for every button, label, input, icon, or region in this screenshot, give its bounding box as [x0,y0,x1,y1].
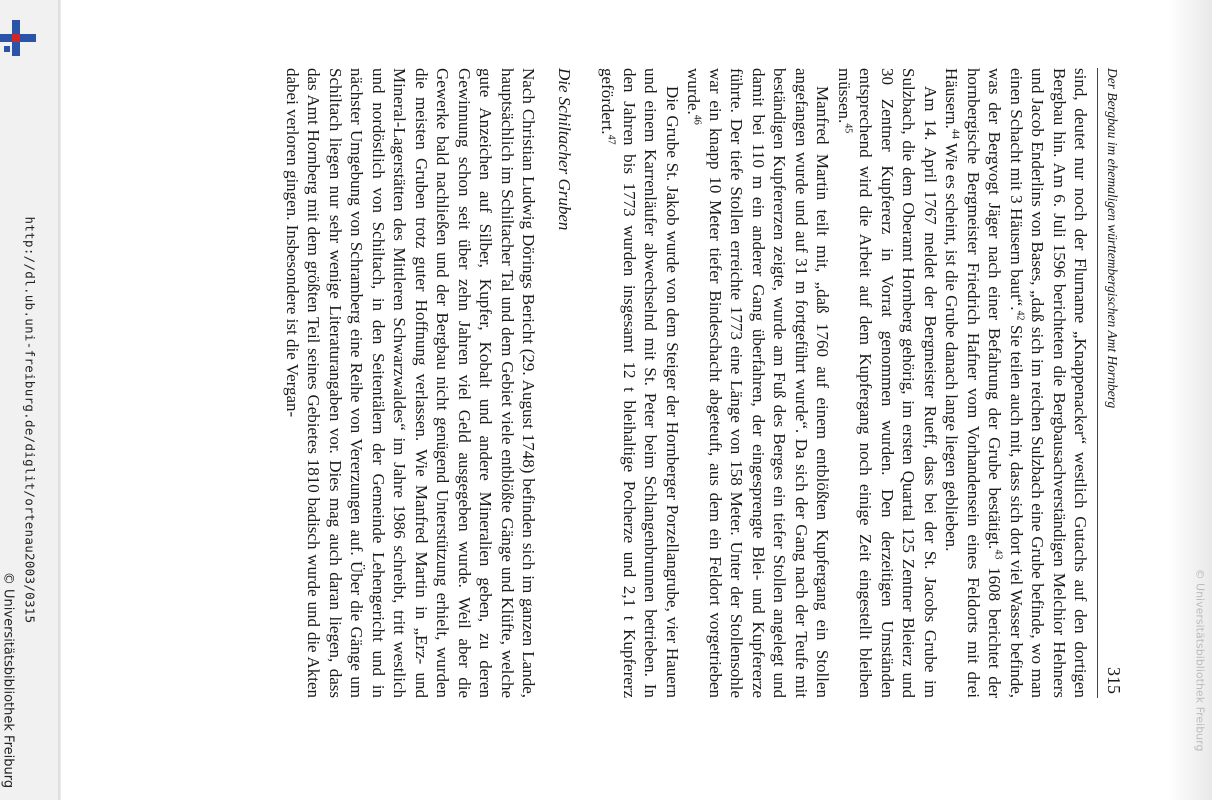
footnote-ref-46: 46 [692,114,704,125]
page-edge-shadow [58,0,61,800]
footnote-ref-47: 47 [606,134,618,145]
paragraph-1c-text: 1608 berichtet der hornbergische Bergmeister Friedrich Hafner vom Vorhandensein eines Feldorts mit drei Häusern. [942,68,1005,698]
paragraph-1d-text: Wie es scheint, ist die Grube danach lange liegen geblieben. [942,138,962,552]
right-edge-copyright: © Universitätsbibliothek Freiburg [1193,568,1207,752]
source-url[interactable]: http://dl.ub.uni-freiburg.de/diglit/ortenau2003/0315 [22,216,38,624]
page-content [282,68,1125,698]
paragraph-5-text: Nach Christian Ludwig Dörings Bericht (29. August 1748) befinden sich im ganzen Lande, hauptsächlich im Schiltacher Tal und dem Gebiet viele entblößte Gänge und Klüfte, welche gute Anzeichen auf Silber, Kupfer, Kobalt und andere Mineralien geben, zu deren Gewinnung schon seit über zehn Jahren viel Geld ausgegeben wurde. Weil aber die Gewerke bald nachließen und der Bergbau nicht genügend Unterstützung erhielt, wurden die meisten Gruben trotz guter Hoffnung verlassen. Wie Manfred Martin in „Erz- und Mineral-Lagerstätten des Mittleren Schwarzwaldes“ im Jahre 1986 schreibt, tritt westlich und nordöstlich von Schiltach, in den Seitentälern der Gemeinde Lehengericht und in nächster Umgebung von Schramberg eine Reihe von Vererzungen auf. Über die Gänge um Schiltach liegen nur sehr wenige Literaturangaben vor. Dies mag auch daran liegen, dass das Amt Hornberg mit dem größten Teil seines Gebietes 1810 badisch wurde und die Akten dabei verloren gingen. Insbesondere ist die Vergan- [283,68,539,698]
paragraph-4 [597,68,683,698]
footnote-ref-45: 45 [842,123,854,134]
footnote-ref-43: 43 [993,549,1005,560]
paragraph-3 [683,68,834,698]
page-number: 315 [1104,667,1124,694]
paragraph-1-text: sind, deutet nur noch der Flurname „Knappenacker“ westlich Gutachs auf den dortigen Bergbau hin. Am 6. Juli 1596 berichteten die Bergbausachverständigen Melchior Hehners und Jacob Enderlins von Bases, „daß sich im reichen Sulzbach eine Grube befinde, wo man einen Schacht mit 3 Häusern baut“. [1007,68,1091,698]
footnote-ref-44: 44 [950,128,962,139]
scan-target-mark-icon [0,20,36,56]
paragraph-5 [282,68,540,698]
section-heading: Die Schiltacher Gruben [555,68,574,231]
running-title: Der Bergbau im ehemaligen württembergischen Amt Hornberg [1105,68,1120,409]
copyright-notice: © Universitätsbibliothek Freiburg [0,571,16,789]
paragraph-4-text: Die Grube St. Jakob wurde von dem Steiger der Hornberger Porzellangrube, vier Hauern und einem Karrenläufer abwechselnd mit St. Peter beim Schlangenbrunnen betrieben. In den Jahren bis 1773 wurden insgesamt 12 t bleihaltige Pocherze und 2,1 t Kupfererz gefördert. [598,68,682,698]
paragraph-1 [941,68,1092,698]
paragraph-1b-text: Sie teilen auch mit, dass sich dort viel Wasser befinde, was der Bergvogt Jäger nach einer Befahrung der Grube bestätigt. [985,68,1026,698]
paragraph-2 [834,68,942,698]
paragraph-2-text: Am 14. April 1767 meldet der Bergmeister Rueff, dass bei der St. Jacobs Grube im Sulzbach, die dem Oberamt Hornberg gehörig, im ersten Quartal 125 Zentner Bleierz und 30 Zentner Kupfererz in Vorrat genommen wurden. Den derzeitigen Umständen entsprechend wird die Arbeit auf dem Kupfergang noch einige Zeit eingestellt bleiben müssen. [835,68,940,698]
paragraph-3-text: Manfred Martin teilt mit, „daß 1760 auf einem entblößten Kupfergang ein Stollen angefangen wurde und auf 31 m fortgeführt wurde“. Da sich der Gang nach der Teufe mit beständigen Kupfererzen zeigte, wurde am Fuß des Berges ein tiefer Stollen angelegt und damit bei 110 m ein anderer Gang überfahren, der eingesprengte Blei- und Kupfererze führte. Der tiefe Stollen erreichte 1773 eine Länge von 158 Meter. Unter der Stollensohle war ein knapp 10 Meter tiefer Bindeschacht abgeteuft, aus dem ein Feldort vorgetrieben wurde. [684,68,833,698]
running-head [1098,68,1125,698]
footnote-ref-42: 42 [1014,310,1026,321]
